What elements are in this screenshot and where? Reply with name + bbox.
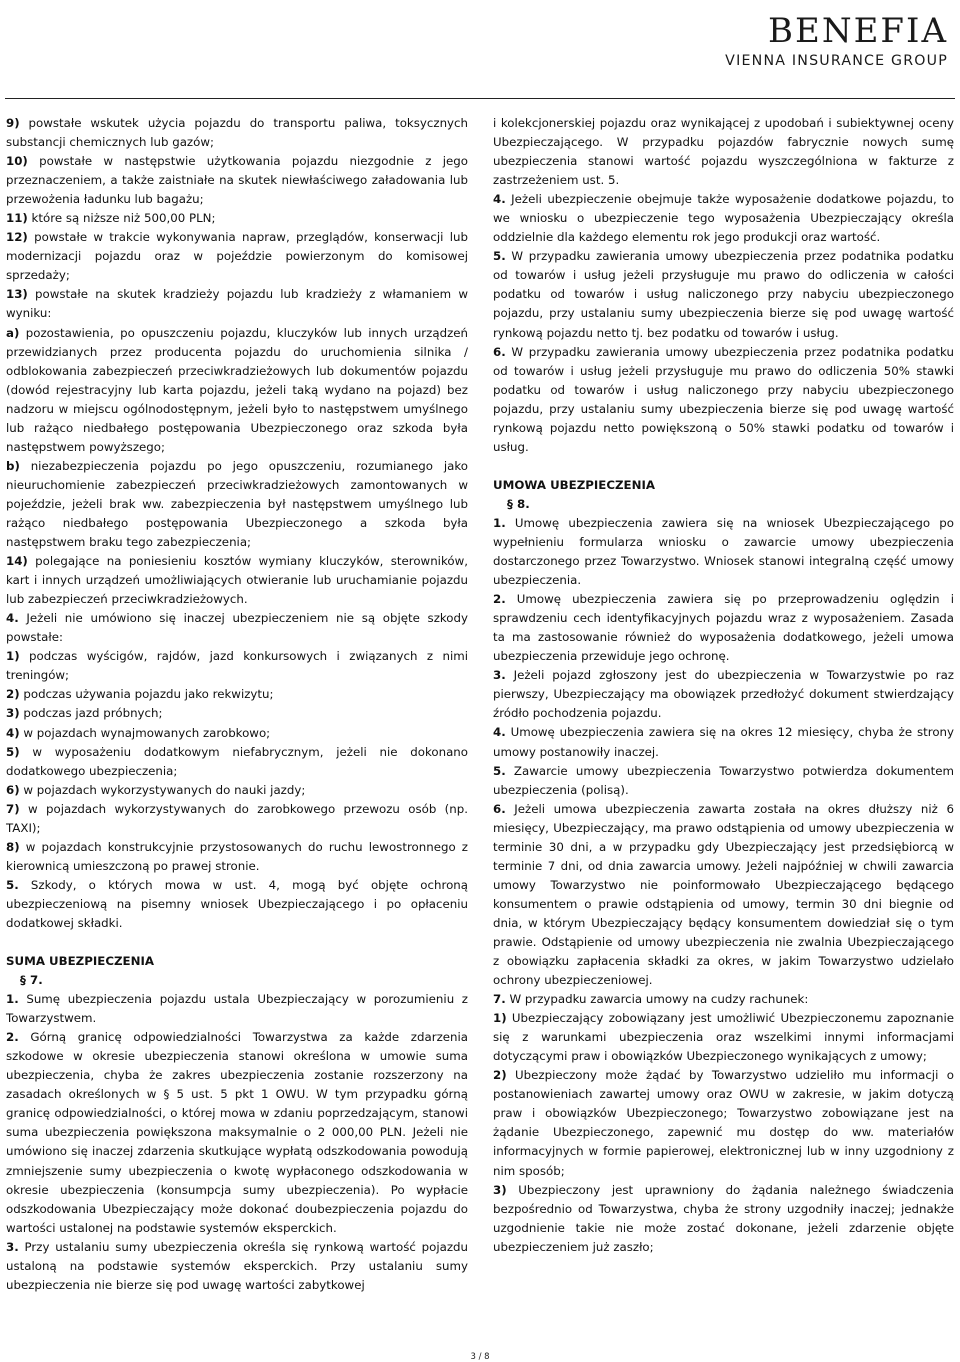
- exclusion-14: 14) polegające na poniesieniu kosztów wymiany kluczyków, sterowników, kart i innych urządzeń umożliwiających otwieranie lub uruchamianie pojazdu lub zabezpieczeń przeciwkradzieżowych.: [6, 554, 468, 607]
- sum-clause-2: 2. Górną granicę odpowiedzialności Towarzystwa za każde zdarzenia szkodowe w okresie ubezpieczenia stanowi określona w umowie suma ubezpieczenia, chyba że zakres ubezpieczenia zostanie rozszerzony na zasadach określonych w § 5 ust. 5 pkt 1 OWU. W tym przypadku górną granicę odpowiedzialności, o której mowa w zdaniu poprzedzającym, stanowi suma ubezpieczenia powiększona maksymalnie o 2 000,00 PLN. Jeżeli nie umówiono się inaczej zdarzenia skutkujące wypłatą odszkodowania powodują zmniejszenie sumy ubezpieczenia o kwotę wypłaconego odszkodowania w okresie ubezpieczenia (konsumpcja sumy ubezpieczenia). Po wypłacie odszkodowania Ubezpieczający może dokonać doubezpieczenia pojazdu do wartości ustalonej na podstawie systemów eksperckich.: [6, 1030, 468, 1235]
- exclusion-10: 10) powstałe w następstwie użytkowania pojazdu niezgodnie z jego przeznaczeniem, a także zaistniałe na skutek niewłaściwego załadowania lub przewożenia ładunku lub bagażu;: [6, 154, 468, 207]
- contract-clause-1: 1. Umowę ubezpieczenia zawiera się na wniosek Ubezpieczającego po wypełnieniu formularza wniosku o zawarcie umowy ubezpieczenia dostarczonego przez Towarzystwo. Wniosek stanowi integralną część umowy ubezpieczenia.: [493, 515, 954, 588]
- header-rule: [5, 98, 955, 99]
- contract-clause-6: 6. Jeżeli umowa ubezpieczenia zawarta została na okres dłuższy niż 6 miesięcy, Ubezpieczający, ma prawo odstąpienia od umowy ubezpieczenia w terminie 30 dni, a w przypadku gdy Ubezpieczający jest przedsiębiorcą w terminie 7 dni, od dnia zawarcia umowy. Jeżeli najpóźniej w chwili zawarcia umowy Towarzystwo nie poinformowało Ubezpieczającego będącego konsumentem o prawie odstąpienia od umowy, termin 30 dni biegnie od dnia, w którym Ubezpieczający będący konsumentem dowiedział się o tym prawie. Odstąpienie od umowy ubezpieczenia nie zwalnia Ubezpieczającego z obowiązku zapłacenia składki za okres, w jakim Towarzystwo udzielało ochrony ubezpieczeniowej.: [493, 801, 954, 988]
- clause-4-item-5: 5) w wyposażeniu dodatkowym niefabrycznym, jeżeli nie dokonano dodatkowego ubezpieczenia;: [6, 744, 468, 778]
- section-heading-sum: SUMA UBEZPIECZENIA: [6, 954, 154, 969]
- exclusion-11: 11) które są niższe niż 500,00 PLN;: [6, 211, 216, 226]
- section-number-8: § 8.: [507, 496, 530, 511]
- contract-clause-7-item-1: 1) Ubezpieczający zobowiązany jest umożliwić Ubezpieczonemu zapoznanie się z warunkami ubezpieczenia oraz wszelkimi innymi informacjami dotyczącymi praw i obowiązków Ubezpieczonego wynikających z umowy;: [493, 1011, 954, 1064]
- contract-clause-4: 4. Umowę ubezpieczenia zawiera się na okres 12 miesięcy, chyba że strony umowy postanowiły inaczej.: [493, 725, 954, 759]
- sum-clause-1: 1. Sumę ubezpieczenia pojazdu ustala Ubezpieczający w porozumieniu z Towarzystwem.: [6, 992, 468, 1026]
- contract-clause-7-item-2: 2) Ubezpieczony może żądać by Towarzystwo udzieliło mu informacji o postanowieniach zawartej umowy oraz OWU w zakresie, w jakim dotyczą praw i obowiązków Ubezpieczonego; Towarzystwo zobowiązane jest na żądanie Ubezpieczonego, zapewnić mu dostęp do ww. materiałów informacyjnych w formie papierowej, elektronicznej lub w inny uzgodniony z nim sposób;: [493, 1068, 954, 1178]
- sum-clause-4: 4. Jeżeli ubezpieczenie obejmuje także wyposażenie dodatkowe pojazdu, to we wniosku o ubezpieczenie tego wyposażenia Ubezpieczający określa oddzielnie dla każdego elementu rok jego produkcji oraz wartość.: [493, 192, 954, 245]
- spacer: [493, 457, 954, 476]
- left-column: [6, 114, 468, 1295]
- clause-4-item-3: 3) podczas jazd próbnych;: [6, 706, 163, 721]
- clause-4-item-6: 6) w pojazdach wykorzystywanych do nauki jazdy;: [6, 782, 306, 797]
- exclusion-9: 9) powstałe wskutek użycia pojazdu do transportu paliwa, toksycznych substancji chemicznych lub gazów;: [6, 116, 468, 150]
- clause-4-item-7: 7) w pojazdach wykorzystywanych do zarobkowego przewozu osób (np. TAXI);: [6, 801, 468, 835]
- contract-clause-7: 7. W przypadku zawarcia umowy na cudzy rachunek:: [493, 992, 809, 1007]
- section-heading-contract: UMOWA UBEZPIECZENIA: [493, 477, 656, 492]
- right-column: [493, 114, 954, 1257]
- brand-logo: [718, 12, 948, 70]
- sum-clause-6: 6. W przypadku zawierania umowy ubezpieczenia przez podatnika podatku od towarów i usług jeżeli przysługuje mu prawo do odliczenia 50% stawki podatku od towarów i usług naliczonego przy nabyciu ubezpieczonego pojazdu, przy ustalaniu sumy ubezpieczenia bierze się pod uwagę wartość rynkową pojazdu netto powiększoną o 50% stawki podatku od towarów i usług.: [493, 344, 954, 454]
- sum-clause-5: 5. W przypadku zawierania umowy ubezpieczenia przez podatnika podatku od towarów i usług jeżeli przysługuje mu prawo do odliczenia w całości podatku od towarów i usług naliczonego przy nabyciu ubezpieczonego pojazdu, przy ustalaniu sumy ubezpieczenia bierze się pod uwagę wartość rynkową pojazdu netto tj. bez podatku od towarów i usług.: [493, 249, 954, 340]
- clause-4-item-8: 8) w pojazdach konstrukcyjnie przystosowanych do ruchu lewostronnego z kierownicą umieszczoną po prawej stronie.: [6, 839, 468, 873]
- page-number: 3 / 8: [470, 1352, 490, 1362]
- clause-4-item-1: 1) podczas wyścigów, rajdów, jazd konkursowych i związanych z nimi treningów;: [6, 649, 468, 683]
- sum-clause-3-continued: i kolekcjonerskiej pojazdu oraz wynikającej z upodobań i subiektywnej oceny Ubezpieczającego. W przypadku pojazdów fabrycznie nowych sumę ubezpieczenia stanowi wartość pojazdu wyszczególniona w fakturze z zastrzeżeniem ust. 5.: [493, 116, 954, 188]
- contract-clause-5: 5. Zawarcie umowy ubezpieczenia Towarzystwo potwierdza dokumentem ubezpieczenia (polisą).: [493, 763, 954, 797]
- sum-clause-3: 3. Przy ustalaniu sumy ubezpieczenia określa się rynkową wartość pojazdu ustaloną na podstawie systemów eksperckich. Przy ustalaniu sumy ubezpieczenia nie bierze się pod uwagę wartości zabytkowej: [6, 1239, 468, 1292]
- clause-4-item-2: 2) podczas używania pojazdu jako rekwizytu;: [6, 687, 274, 702]
- exclusion-13a: a) pozostawienia, po opuszczeniu pojazdu, kluczyków lub innych urządzeń przewidzianych przez producenta pojazdu do uruchomienia silnika / odblokowania zabezpieczeń przeciwkradzieżowych lub dokumentów pojazdu (dowód rejestracyjny lub karta pojazdu, jeżeli taką wydano na pojazd) bez nadzoru w miejscu ogólnodostępnym, jeżeli było to następstwem umyślnego lub rażąco niedbałego postępowania Ubezpieczonego oraz szkoda była następstwem powyższego;: [6, 325, 468, 454]
- section-number-7: § 7.: [20, 973, 43, 988]
- clause-4: 4. Jeżeli nie umówiono się inaczej ubezpieczeniem nie są objęte szkody powstałe:: [6, 611, 468, 645]
- brand-name: BENEFIA: [768, 11, 948, 51]
- exclusion-13b: b) niezabezpieczenia pojazdu po jego opuszczeniu, rozumianego jako nieuruchomienie zabezpieczeń przeciwkradzieżowych zamontowanych w pojeździe, jeżeli brak ww. zabezpieczenia był następstwem umyślnego lub rażąco niedbałego postępowania Ubezpieczonego a szkoda była następstwem braku tego zabezpieczenia;: [6, 458, 468, 550]
- brand-group: VIENNA INSURANCE GROUP: [725, 53, 948, 69]
- clause-4-item-4: 4) w pojazdach wynajmowanych zarobkowo;: [6, 725, 271, 740]
- exclusion-12: 12) powstałe w trakcie wykonywania napraw, przeglądów, konserwacji lub modernizacji pojazdu oraz w pojeździe powierzonym do komisowej sprzedaży;: [6, 230, 468, 283]
- contract-clause-2: 2. Umowę ubezpieczenia zawiera się po przeprowadzeniu oględzin i sprawdzeniu cech identyfikacyjnych pojazdu wraz z wyposażeniem. Zasada ta ma zastosowanie również do wyposażenia dodatkowego, jeżeli umowa ubezpieczenia przewiduje jego ochronę.: [493, 592, 954, 664]
- contract-clause-7-item-3: 3) Ubezpieczony jest uprawniony do żądania należnego świadczenia bezpośrednio od Towarzystwa, chyba że strony uzgodniły inaczej; jednakże uzgodnienie takie nie może zostać dokonane, jeżeli zdarzenie objęte ubezpieczeniem już zaszło;: [493, 1182, 954, 1254]
- contract-clause-3: 3. Jeżeli pojazd zgłoszony jest do ubezpieczenia w Towarzystwie po raz pierwszy, Ubezpieczający ma obowiązek przedłożyć dokument stwierdzający źródło pochodzenia pojazdu.: [493, 668, 954, 721]
- spacer: [6, 933, 468, 952]
- clause-5: 5. Szkody, o których mowa w ust. 4, mogą być objęte ochroną ubezpieczeniową na pisemny wniosek Ubezpieczającego i po opłaceniu dodatkowej składki.: [6, 877, 468, 930]
- exclusion-13: 13) powstałe na skutek kradzieży pojazdu lub kradzieży z włamaniem w wyniku:: [6, 287, 468, 321]
